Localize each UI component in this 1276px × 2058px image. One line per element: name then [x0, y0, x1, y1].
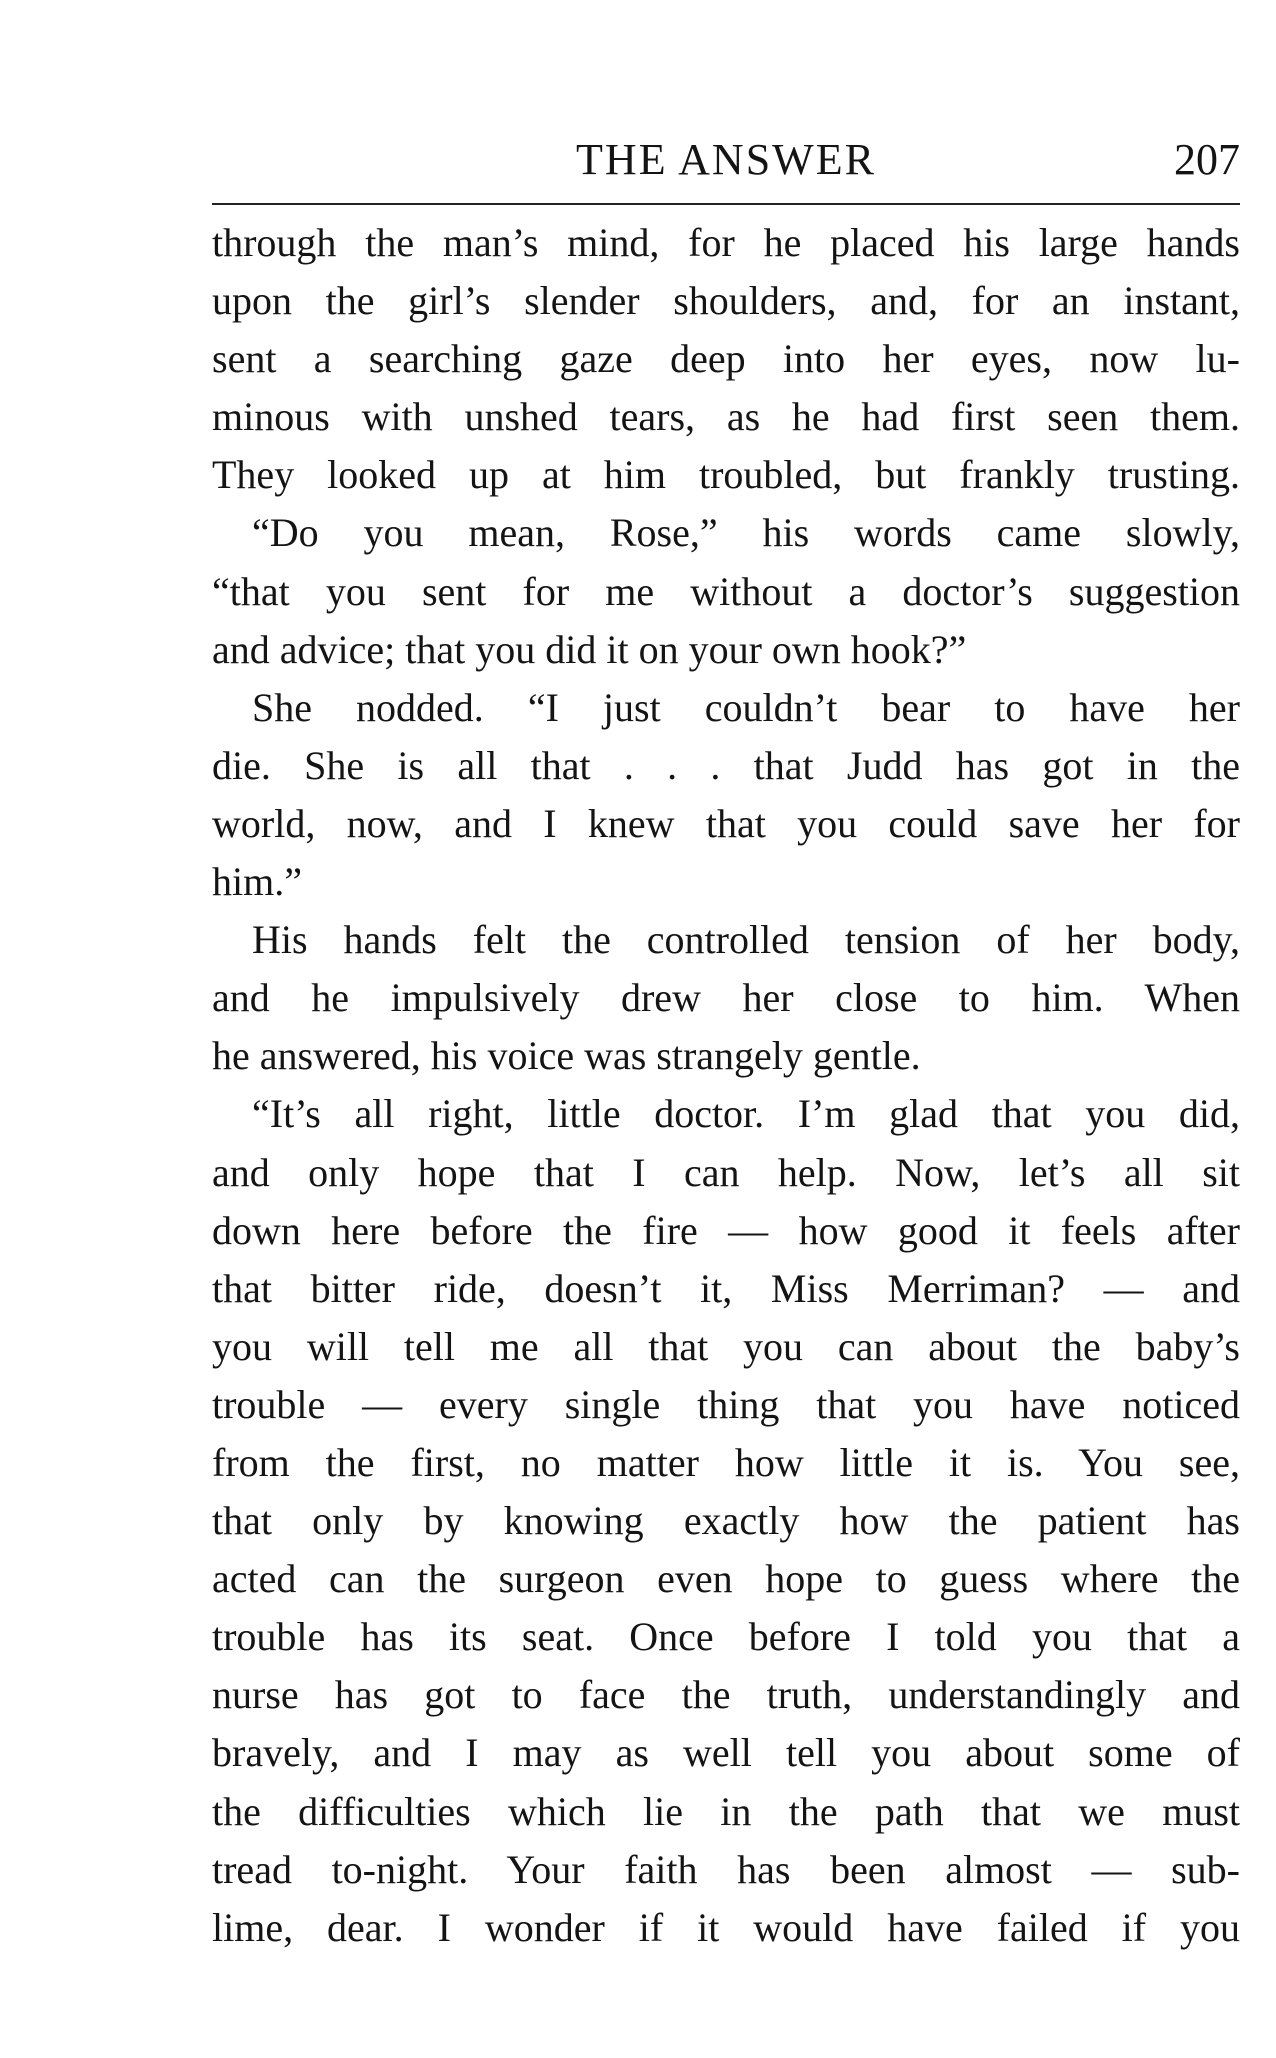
text-line: She nodded. “I just couldn’t bear to have her [252, 684, 1240, 730]
page-number: 207 [1174, 135, 1240, 184]
text-line: and only hope that I can help. Now, let’s all sit [212, 1149, 1240, 1195]
page-header [212, 130, 1240, 190]
text-line: through the man’s mind, for he placed his large hands [212, 220, 1240, 265]
text-line: world, now, and I knew that you could save her for [212, 800, 1240, 846]
text-line: bravely, and I may as well tell you about some of [212, 1730, 1240, 1776]
text-line: you will tell me all that you can about the baby’s [212, 1323, 1240, 1369]
text-line: “that you sent for me without a doctor’s suggestion [212, 568, 1240, 614]
text-line: that bitter ride, doesn’t it, Miss Merriman? — and [212, 1265, 1240, 1311]
text-line: trouble has its seat. Once before I told you that a [212, 1614, 1240, 1660]
text-line: His hands felt the controlled tension of her body, [252, 917, 1240, 963]
text-line: the difficulties which lie in the path that we must [212, 1788, 1240, 1834]
text-line: nurse has got to face the truth, understandingly and [212, 1672, 1240, 1718]
text-line: from the first, no matter how little it is. You see, [212, 1439, 1240, 1485]
text-line: minous with unshed tears, as he had first seen them. [212, 394, 1240, 440]
text-line: They looked up at him troubled, but frankly trusting. [212, 452, 1240, 498]
text-line: and advice; that you did it on your own hook?” [212, 626, 967, 672]
text-line: “It’s all right, little doctor. I’m glad that you did, [252, 1091, 1240, 1137]
text-line: he answered, his voice was strangely gentle. [212, 1033, 921, 1079]
text-line: down here before the fire — how good it feels after [212, 1207, 1240, 1253]
text-line: die. She is all that . . . that Judd has got in the [212, 742, 1240, 788]
text-line: acted can the surgeon even hope to guess where the [212, 1556, 1240, 1602]
text-line: him.” [212, 859, 302, 905]
text-line: upon the girl’s slender shoulders, and, for an instant, [212, 278, 1240, 324]
running-title: THE ANSWER [576, 135, 876, 184]
text-line: sent a searching gaze deep into her eyes, now lu- [212, 336, 1240, 382]
text-line: tread to-night. Your faith has been almost — sub- [212, 1846, 1240, 1892]
book-page [212, 0, 1240, 2058]
text-line: trouble — every single thing that you have noticed [212, 1381, 1240, 1427]
header-rule [212, 203, 1240, 205]
text-line: and he impulsively drew her close to him. When [212, 975, 1240, 1021]
body-text [212, 214, 1240, 1957]
text-line: “Do you mean, Rose,” his words came slowly, [252, 510, 1240, 556]
text-line: that only by knowing exactly how the patient has [212, 1498, 1240, 1544]
text-line: lime, dear. I wonder if it would have failed if you [212, 1904, 1240, 1950]
